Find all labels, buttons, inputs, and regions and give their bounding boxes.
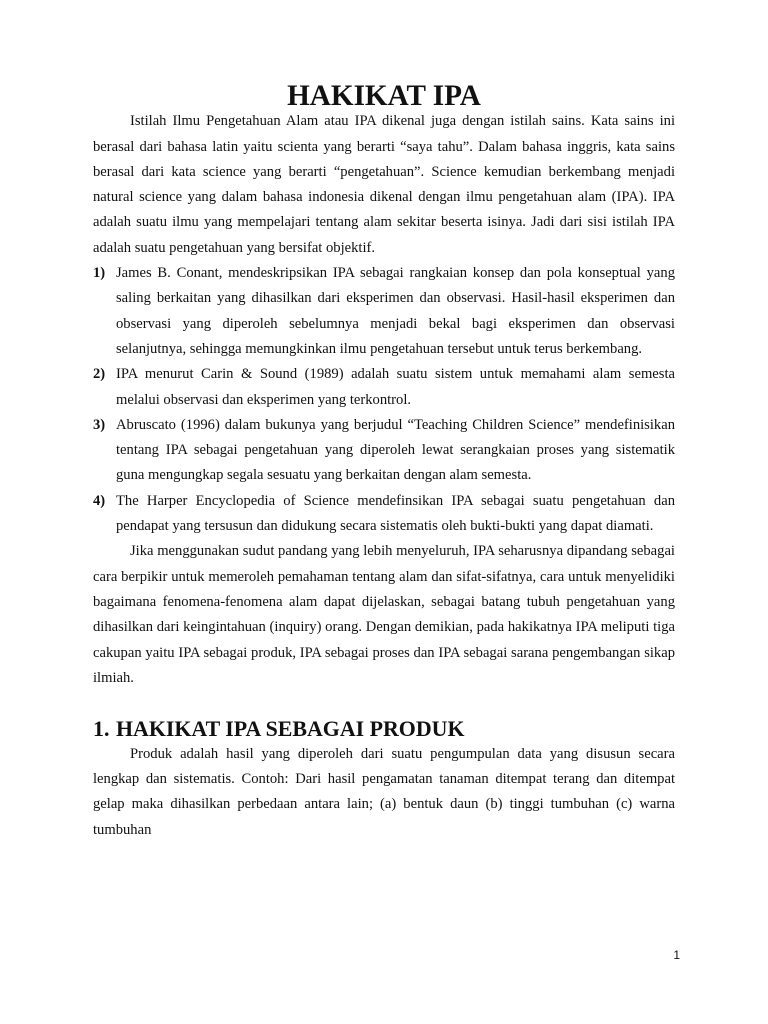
intro-paragraph: Istilah Ilmu Pengetahuan Alam atau IPA dikenal juga dengan istilah sains. Kata sains ini berasal dari bahasa latin yaitu scienta yang berarti “saya tahu”. Dalam bahasa inggris, kata sains berasal dari kata science yang berarti “pengetahuan”. Science kemudian berkembang menjadi natural science yang dalam bahasa indonesia dikenal dengan ilmu pengetahuan alam (IPA). IPA adalah suatu ilmu yang mempelajari tentang alam sekitar beserta isinya. Jadi dari sisi istilah IPA adalah suatu pengetahuan yang bersifat objektif. [93, 113, 675, 256]
blank-line [93, 691, 675, 716]
list-item [93, 362, 675, 413]
document-title: HAKIKAT IPA [287, 80, 481, 112]
list-item [93, 261, 675, 362]
list-item-number: 3) [93, 416, 106, 433]
list-item [93, 413, 675, 489]
page-number: 1 [673, 948, 680, 962]
document-page [93, 80, 675, 843]
list-item-number: 1) [93, 265, 106, 282]
summary-paragraph: Jika menggunakan sudut pandang yang lebih menyeluruh, IPA seharusnya dipandang sebagai cara berpikir untuk memeroleh pemahaman tentang alam dan sifat-sifatnya, cara untuk menyelidiki bagaimana fenomena-fenomena alam dapat dijelaskan, sebagai batang tubuh pengetahuan yang dihasilkan dari keingintahuan (inquiry) orang. Dengan demikian, pada hakikatnya IPA meliputi tiga cakupan yaitu IPA sebagai produk, IPA sebagai proses dan IPA sebagai sarana pengembangan sikap ilmiah. [93, 543, 675, 686]
section-number: 1. [93, 716, 110, 742]
list-item-text: The Harper Encyclopedia of Science mendefinsikan IPA sebagai suatu pengetahuan dan pendapat yang tersusun dan didukung secara sistematis oleh bukti-bukti yang dapat diamati. [116, 492, 675, 535]
section-paragraph: Produk adalah hasil yang diperoleh dari suatu pengumpulan data yang disusun secara lengkap dan sistematis. Contoh: Dari hasil pengamatan tanaman ditempat terang dan ditempat gelap maka dihasilkan perbedaan antara lain; (a) bentuk daun (b) tinggi tumbuhan (c) warna tumbuhan [93, 745, 675, 838]
definition-list [93, 261, 675, 539]
section-heading [93, 716, 675, 741]
list-item-number: 4) [93, 492, 106, 509]
list-item-number: 2) [93, 366, 106, 383]
list-item [93, 489, 675, 540]
list-item-text: Abruscato (1996) dalam bukunya yang berjudul “Teaching Children Science” mendefinisikan tentang IPA sebagai pengetahuan yang diperoleh lewat serangkaian proses yang sistematik guna mengungkap segala sesuatu yang berkaitan dengan alam semesta. [116, 416, 675, 484]
list-item-text: IPA menurut Carin & Sound (1989) adalah suatu sistem untuk memahami alam semesta melalui observasi dan eksperimen yang terkontrol. [116, 366, 675, 408]
list-item-text: James B. Conant, mendeskripsikan IPA sebagai rangkaian konsep dan pola konseptual yang saling berkaitan yang dihasilkan dari eksperimen dan observasi. Hasil-hasil eksperimen dan observasi yang diperoleh sebelumnya menjadi bekal bagi eksperimen dan observasi selanjutnya, sehingga memungkinkan ilmu pengetahuan tersebut untuk terus berkembang. [116, 265, 675, 357]
section-heading-text: HAKIKAT IPA SEBAGAI PRODUK [116, 716, 465, 742]
